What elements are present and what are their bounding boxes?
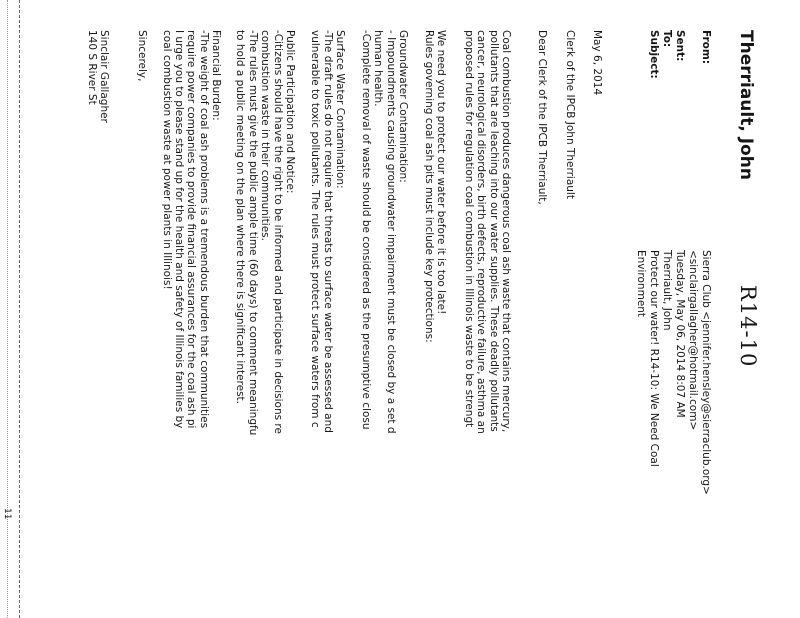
paragraph-intro-line: proposed rules for regulation coal combustion in Illinois waste to be strengt xyxy=(462,30,475,428)
section-groundwater-line: human health. xyxy=(372,30,385,107)
header-value: <sinclairgallagher@hotmail.com> xyxy=(687,250,699,431)
letter-salutation-line: Dear Clerk of the IPCB Therriault, xyxy=(536,30,548,205)
page-number: 11 xyxy=(2,508,12,520)
section-surface-water-line: Surface Water Contamination: xyxy=(334,30,346,189)
docket-number: R14-10 xyxy=(736,285,760,368)
letter-signoff-line: Sincerely, xyxy=(136,30,148,82)
letter-signature-line: Sinclair Gallagher xyxy=(98,30,110,123)
paragraph-intro-line: pollutants that are leaching into our water supplies. These deadly pollutants xyxy=(487,30,500,432)
section-surface-water-line: vulnerable to toxic pollutants. The rules must protect surface waters from c xyxy=(309,30,322,428)
letter-signature-line: 140 S River St xyxy=(85,30,98,105)
section-participation-line: -The rules must give the public ample time (60 days) to comment meaningfu xyxy=(246,30,259,436)
section-surface-water-line: -The draft rules do not require that threats to surface water be assessed and xyxy=(321,30,334,433)
header-value: Environment xyxy=(635,250,647,318)
section-groundwater-line: Groundwater Contamination: xyxy=(397,30,409,183)
header-label: From: xyxy=(700,30,712,65)
paragraph-protections-line: We need you to protect our water before it is too late! xyxy=(435,30,447,315)
header-value: Sierra Club <jennifer.hensley@sierraclub.org> xyxy=(700,250,712,495)
section-groundwater-line: - Impoundments causing groundwater impairment must be closed by a set d xyxy=(384,30,397,434)
paragraph-protections-line: Rules governing coal ash pits must include key protections: xyxy=(422,30,435,343)
paragraph-intro-line: cancer, neurological disorders, birth defects, reproductive failure, asthma an xyxy=(475,30,488,434)
header-label: To: xyxy=(661,30,673,48)
letter-recipient-line: Clerk of the IPCB John Therriault xyxy=(564,30,576,199)
letter-date-line: May 6, 2014 xyxy=(591,30,603,96)
closing-request-line: I urge you to please stand up for the health and safety of Illinois families by xyxy=(173,30,185,429)
header-label: Subject: xyxy=(648,30,660,79)
header-label: Sent: xyxy=(674,30,686,62)
paragraph-intro-line: Coal combustion produces dangerous coal ash waste that contains mercury, xyxy=(500,30,512,433)
sender-name: Therriault, John xyxy=(736,30,756,180)
page-divider-dotted xyxy=(7,0,8,618)
header-value: Protect our water! R14-10: We Need Coal xyxy=(648,250,660,467)
closing-request-line: coal combustion waste at power plants in Illinois! xyxy=(160,30,173,290)
section-participation-line: Public Participation and Notice: xyxy=(284,30,296,194)
section-groundwater-line: -Complete removal of waste should be considered as the presumptive closu xyxy=(359,30,372,430)
section-participation-line: -Citizens should have the right to be informed and participate in decisions re xyxy=(271,30,284,434)
section-participation-line: to hold a public meeting on the plan where there is significant interest. xyxy=(234,30,247,405)
page-divider xyxy=(19,0,20,618)
section-financial-line: -The weight of coal ash problems is a tremendous burden that communities xyxy=(197,30,210,429)
header-value: Tuesday, May 06, 2014 8:07 AM xyxy=(674,250,686,418)
header-value: Therriault, John xyxy=(661,250,673,331)
section-participation-line: combustion waste in their communities. xyxy=(259,30,272,241)
section-financial-line: Financial Burden: xyxy=(210,30,222,121)
section-financial-line: require power companies to provide financial assurances for the coal ash pi xyxy=(185,30,198,429)
